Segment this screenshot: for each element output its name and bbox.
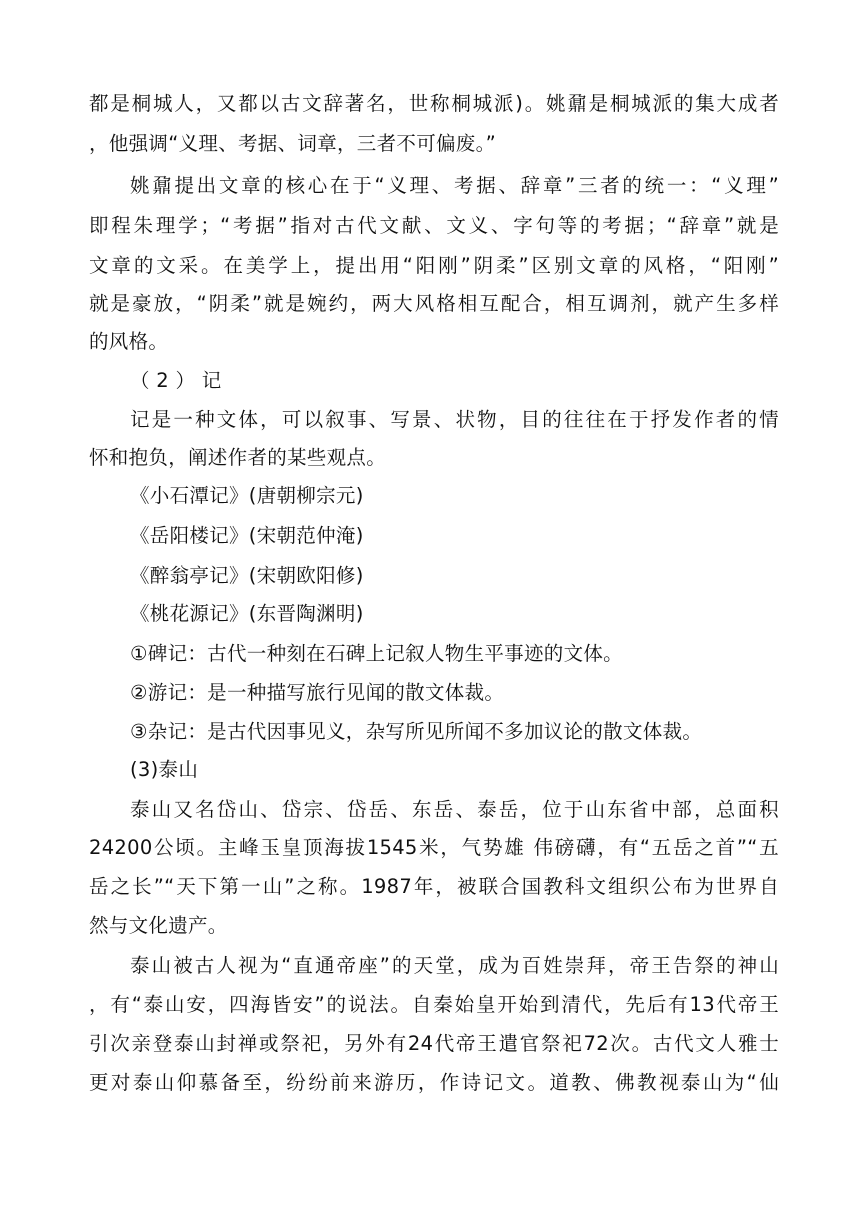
- paragraph-line: 岳之长”“天下第一山”之称。1987年，被联合国教科文组织公布为世界自: [89, 875, 779, 898]
- paragraph-line: 就是豪放，“阴柔”就是婉约，两大风格相互配合，相互调剂，就产生多样: [89, 292, 779, 315]
- paragraph-line: 怀和抱负，阐述作者的某些观点。: [89, 446, 387, 469]
- paragraph-line: 记是一种文体，可以叙事、写景、状物，目的往往在于抒发作者的情: [130, 408, 779, 431]
- list-item: 《桃花源记》(东晋陶渊明): [130, 602, 364, 625]
- paragraph-line: 即程朱理学；“考据”指对古代文献、文义、字句等的考据；“辞章”就是: [89, 214, 779, 237]
- paragraph-line: 引次亲登泰山封禅或祭祀，另外有24代帝王遣官祭祀72次。古代文人雅士: [89, 1032, 779, 1055]
- paragraph-line: 24200公顷。主峰玉皇顶海拔1545米，气势雄 伟磅礴，有“五岳之首”“五: [89, 836, 779, 859]
- list-item: ①碑记：古代一种刻在石碑上记叙人物生平事迹的文体。: [130, 642, 623, 665]
- paragraph-line: 更对泰山仰慕备至，纷纷前来游历，作诗记文。道教、佛教视泰山为“仙: [89, 1071, 779, 1094]
- paragraph-line: 然与文化遗产。: [89, 914, 228, 937]
- paragraph-line: 泰山又名岱山、岱宗、岱岳、东岳、泰岳，位于山东省中部，总面积: [130, 798, 779, 821]
- paragraph-line: 文章的文采。在美学上，提出用“阳刚”阴柔”区别文章的风格，“阳刚”: [89, 254, 779, 277]
- list-item: 《岳阳楼记》(宋朝范仲淹): [130, 524, 364, 547]
- paragraph-line: ，有“泰山安，四海皆安”的说法。自秦始皇开始到清代，先后有13代帝王: [89, 993, 779, 1016]
- list-item: 《醉翁亭记》(宋朝欧阳修): [130, 564, 364, 587]
- list-item: 《小石潭记》(唐朝柳宗元): [130, 484, 364, 507]
- list-item: ②游记：是一种描写旅行见闻的散文体裁。: [130, 681, 505, 704]
- paragraph-line: 的风格。: [89, 330, 169, 353]
- section-heading: (3)泰山: [130, 758, 199, 781]
- paragraph-line: 泰山被古人视为“直通帝座”的天堂，成为百姓崇拜，帝王告祭的神山: [130, 954, 779, 977]
- paragraph-line: 都是桐城人，又都以古文辞著名，世称桐城派)。姚鼐是桐城派的集大成者: [89, 92, 779, 115]
- paragraph-line: ，他强调“义理、考据、词章，三者不可偏废。”: [89, 132, 497, 155]
- list-item: ③杂记：是古代因事见义，杂写所见所闻不多加议论的散文体裁。: [130, 720, 703, 743]
- section-heading: （ 2 ） 记: [130, 369, 222, 392]
- paragraph-line: 姚鼐提出文章的核心在于“义理、考据、辞章”三者的统一：“义理”: [130, 174, 779, 197]
